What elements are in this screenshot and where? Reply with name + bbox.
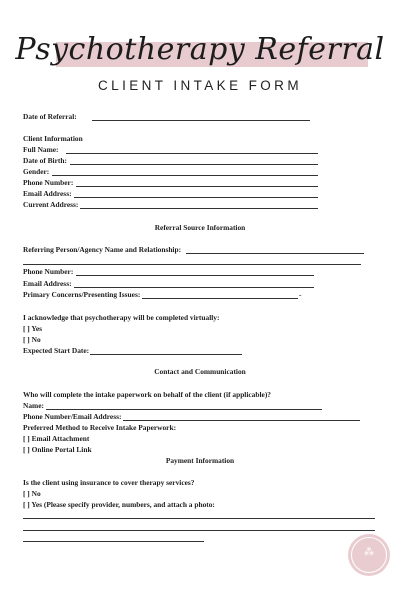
expected-start-date-label: Expected Start Date:: [23, 346, 90, 355]
email-address-field[interactable]: [74, 197, 318, 198]
email-attachment-checkbox[interactable]: [ ] Email Attachment: [23, 434, 90, 443]
current-address-field[interactable]: [80, 208, 318, 209]
contact-name-label: Name:: [23, 401, 44, 410]
full-name-field[interactable]: [66, 153, 318, 154]
virtual-yes-checkbox[interactable]: [ ] Yes: [23, 324, 43, 333]
insurance-no-checkbox[interactable]: [ ] No: [23, 489, 41, 498]
insurance-details-line-1[interactable]: [23, 518, 375, 519]
online-portal-checkbox[interactable]: [ ] Online Portal Link: [23, 445, 92, 454]
date-of-referral-label: Date of Referral:: [23, 112, 77, 121]
date-of-birth-label: Date of Birth:: [23, 156, 67, 165]
referring-person-field[interactable]: [186, 253, 364, 254]
virtual-acknowledgement-label: I acknowledge that psychotherapy will be completed virtually:: [23, 313, 220, 322]
phone-number-label: Phone Number:: [23, 178, 74, 187]
expected-start-date-field[interactable]: [90, 354, 242, 355]
current-address-label: Current Address:: [23, 200, 79, 209]
insurance-question: Is the client using insurance to cover therapy services?: [23, 478, 195, 487]
contact-name-field[interactable]: [46, 409, 322, 410]
payment-information-heading: Payment Information: [165, 456, 235, 465]
primary-concerns-field[interactable]: [142, 298, 298, 299]
form-title: Psychotherapy Referral: [15, 32, 385, 67]
referral-phone-number-field[interactable]: [76, 275, 314, 276]
referral-email-address-label: Email Address:: [23, 279, 72, 288]
date-of-referral-field[interactable]: [92, 120, 310, 121]
referring-person-field-line-2[interactable]: [23, 264, 361, 265]
insurance-details-line-2[interactable]: [23, 530, 375, 531]
brand-seal-logo: ⁂: [348, 534, 390, 576]
insurance-details-line-3[interactable]: [23, 541, 204, 542]
preferred-method-label: Preferred Method to Receive Intake Paperwork:: [23, 423, 177, 432]
referring-person-label: Referring Person/Agency Name and Relationship:: [23, 245, 182, 254]
contact-communication-heading: Contact and Communication: [154, 367, 246, 376]
phone-number-field[interactable]: [76, 186, 318, 187]
email-address-label: Email Address:: [23, 189, 72, 198]
date-of-birth-field[interactable]: [70, 164, 318, 165]
client-information-heading: Client Information: [23, 134, 83, 143]
gender-field[interactable]: [52, 175, 318, 176]
referral-phone-number-label: Phone Number:: [23, 267, 74, 276]
referral-email-address-field[interactable]: [74, 287, 314, 288]
contact-phone-email-label: Phone Number/Email Address:: [23, 412, 122, 421]
referral-source-heading: Referral Source Information: [154, 223, 246, 232]
insurance-yes-checkbox[interactable]: [ ] Yes (Please specify provider, numbers, and attach a photo:: [23, 500, 215, 509]
full-name-label: Full Name:: [23, 145, 59, 154]
virtual-no-checkbox[interactable]: [ ] No: [23, 335, 41, 344]
gender-label: Gender:: [23, 167, 50, 176]
primary-concerns-label: Primary Concerns/Presenting Issues:: [23, 290, 141, 299]
intake-paperwork-question: Who will complete the intake paperwork on behalf of the client (if applicable)?: [23, 390, 271, 399]
contact-phone-email-field[interactable]: [123, 420, 360, 421]
form-subtitle: CLIENT INTAKE FORM: [98, 78, 302, 93]
primary-concerns-end-mark: -: [299, 290, 302, 299]
